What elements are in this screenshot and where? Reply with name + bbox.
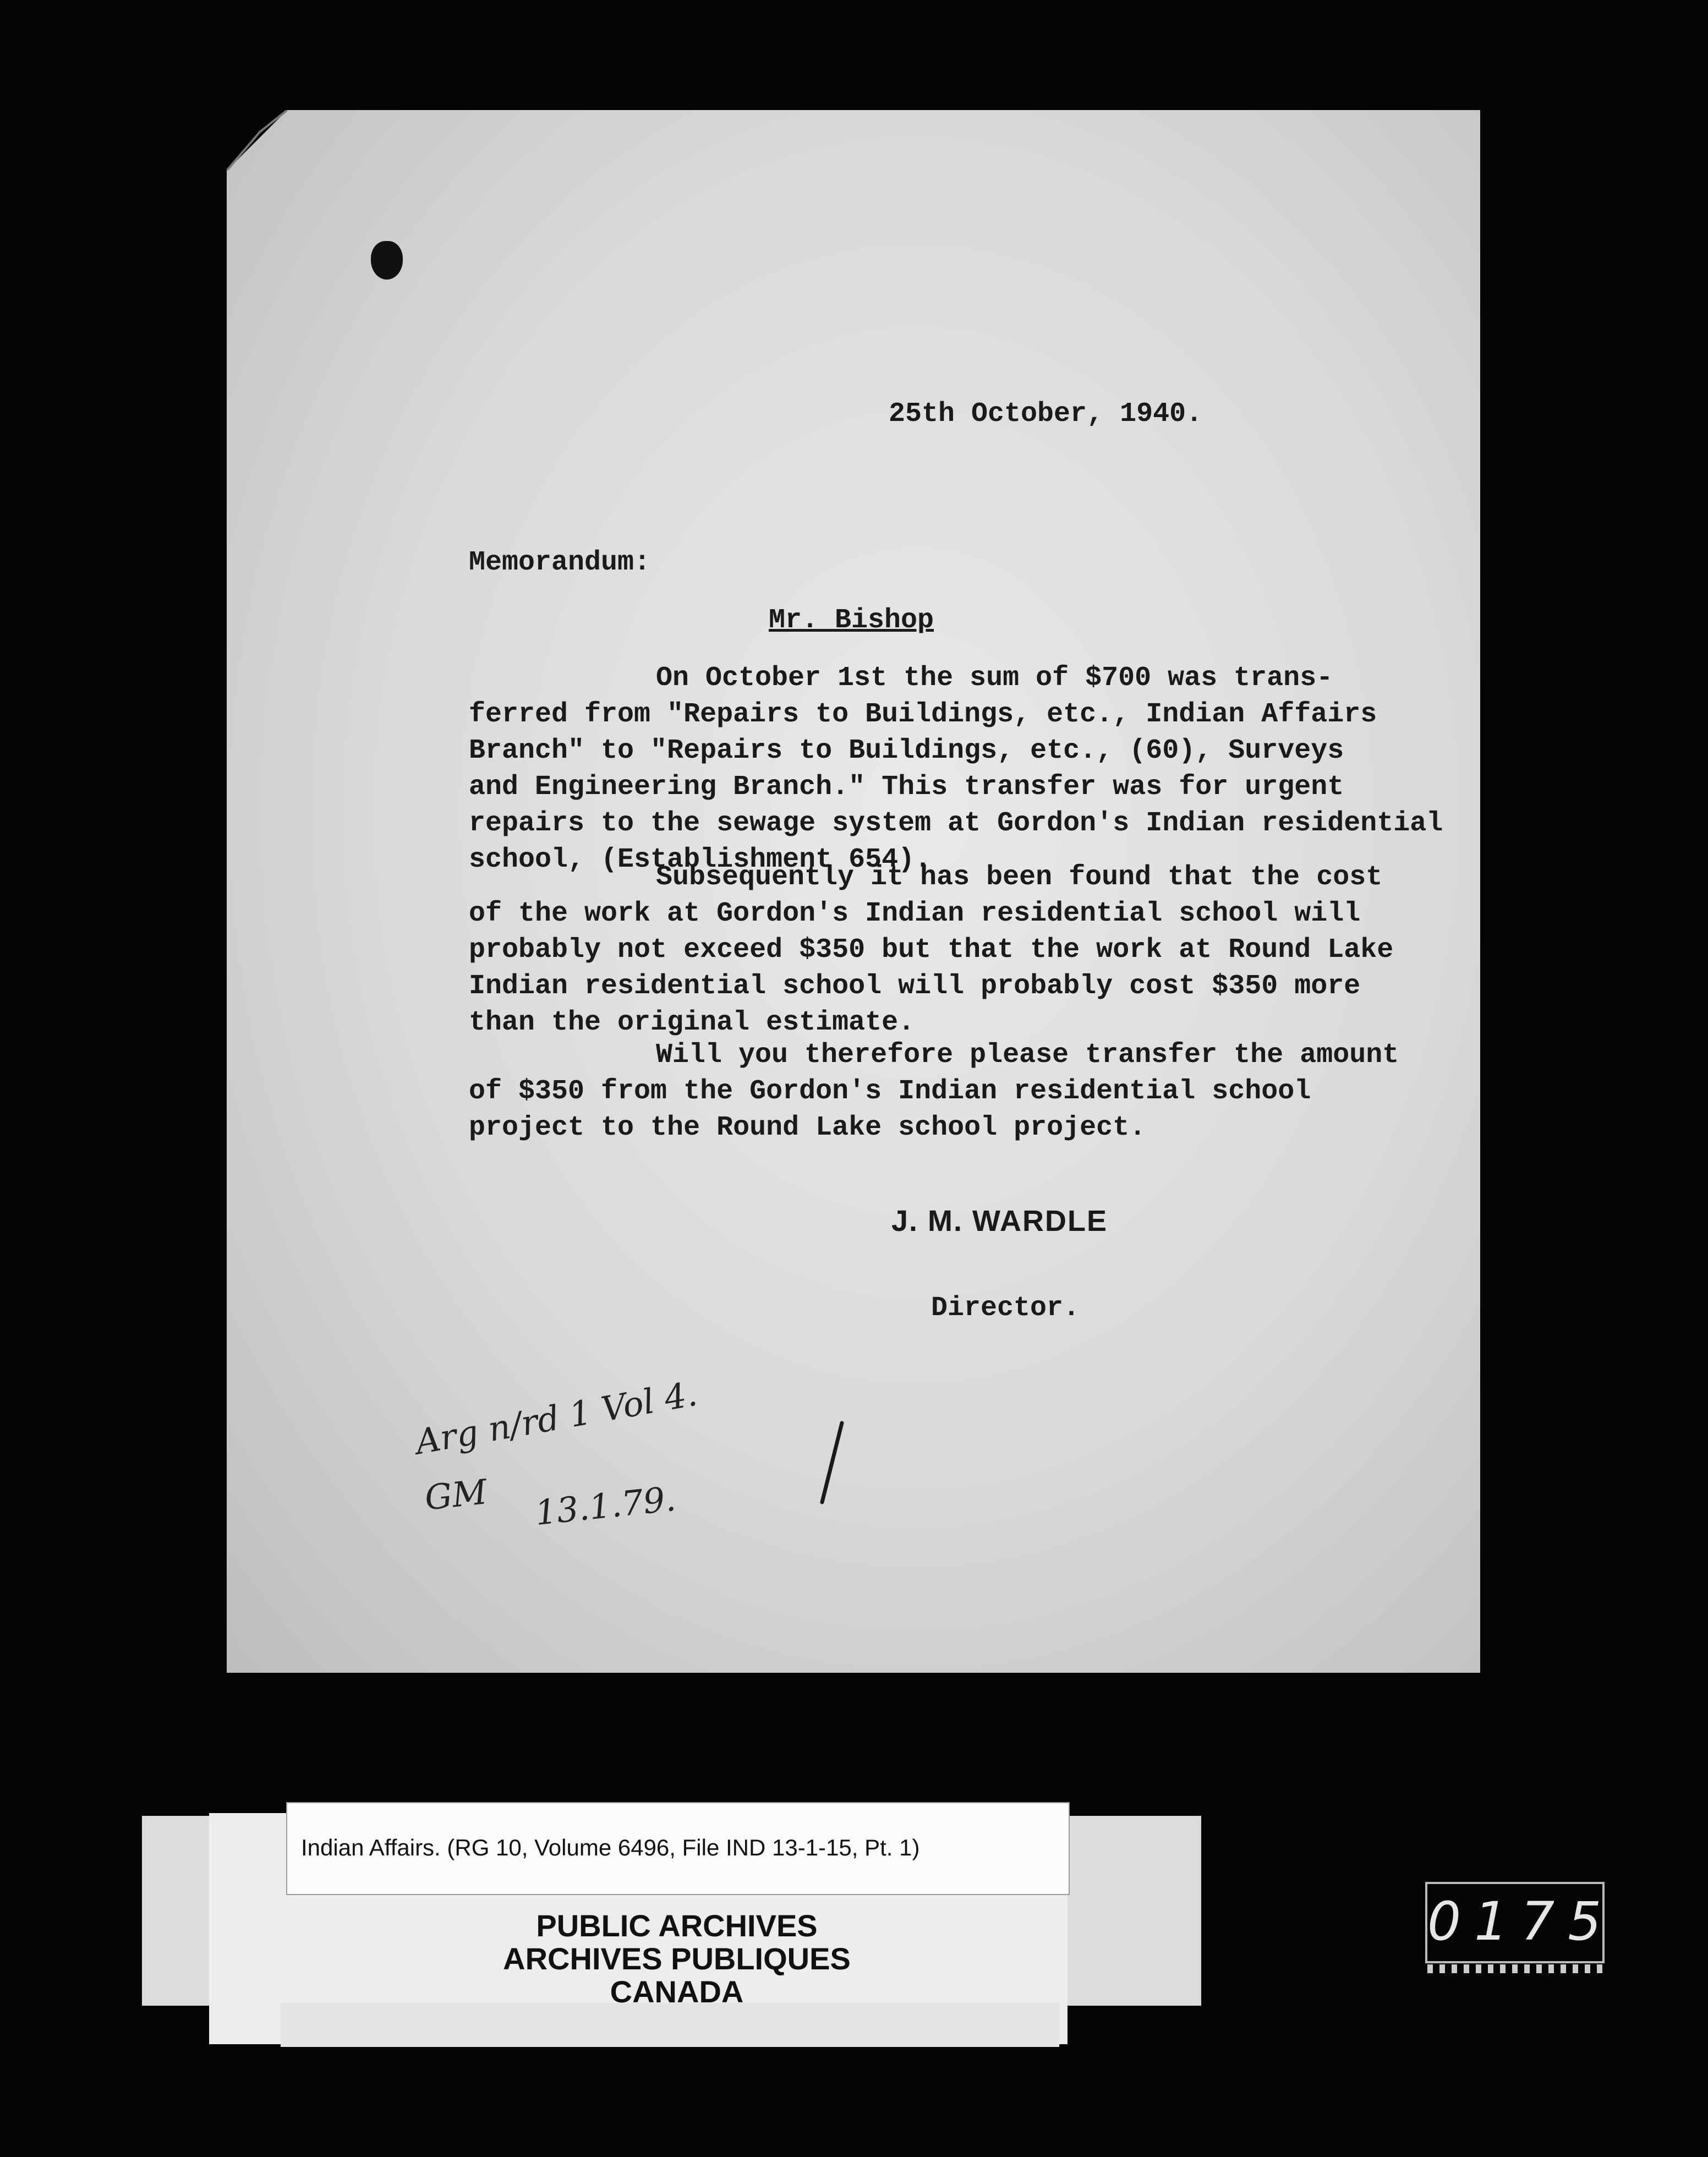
paragraph-line: of $350 from the Gordon's Indian residential school [469,1076,1311,1107]
paragraph-line: project to the Round Lake school project. [469,1112,1146,1143]
memo-date: 25th October, 1940. [889,398,1203,430]
memo-paragraph-3 [469,1037,1399,1146]
frame-number: 0175 [1427,1891,1615,1952]
punch-hole [371,241,403,280]
memo-paragraph-1 [469,660,1443,878]
memo-sheet [227,110,1480,1673]
signature-title: Director. [931,1293,1080,1324]
paragraph-line: probably not exceed $350 but that the work at Round Lake [469,934,1394,966]
handwritten-initials: GM [423,1471,489,1518]
reference-card [286,1802,1070,1895]
paragraph-line: school, (Establishment 654). [469,844,932,875]
handwritten-date: 13.1.79. [533,1478,678,1534]
folded-corner [227,110,287,171]
paragraph-line: Subsequently it has been found that the cost [656,862,1383,893]
paragraph-line: repairs to the sewage system at Gordon's Indian residential [469,808,1443,839]
memo-addressee: Mr. Bishop [769,605,934,636]
archive-label-strip [281,2003,1059,2047]
archives-line-country: CANADA [610,1974,744,2009]
paragraph-line: Will you therefore please transfer the amount [656,1039,1399,1071]
signature-name: J. M. WARDLE [891,1205,1108,1238]
film-sprockets [1427,1964,1602,1973]
archives-line-english: PUBLIC ARCHIVES [536,1908,818,1943]
archive-reference: Indian Affairs. (RG 10, Volume 6496, File IND 13-1-15, Pt. 1) [301,1835,920,1860]
archives-line-french: ARCHIVES PUBLIQUES [503,1941,851,1976]
memo-label: Memorandum: [469,547,651,578]
memo-paragraph-2 [469,859,1393,1041]
archives-stamp [286,1909,1068,2008]
paragraph-line: Indian residential school will probably cost $350 more [469,971,1361,1002]
paragraph-line: than the original estimate. [469,1007,915,1038]
paragraph-line: ferred from "Repairs to Buildings, etc., Indian Affairs [469,699,1377,730]
paragraph-line: and Engineering Branch." This transfer was for urgent [469,771,1344,803]
paragraph-line: On October 1st the sum of $700 was trans- [656,663,1333,694]
handwritten-note: Arg n/rd 1 Vol 4. [412,1373,700,1463]
paragraph-line: of the work at Gordon's Indian residential school will [469,898,1361,929]
pen-stroke-mark [815,1420,848,1508]
frame-number-counter [1425,1882,1615,1963]
paragraph-line: Branch" to "Repairs to Buildings, etc., (60), Surveys [469,735,1344,767]
